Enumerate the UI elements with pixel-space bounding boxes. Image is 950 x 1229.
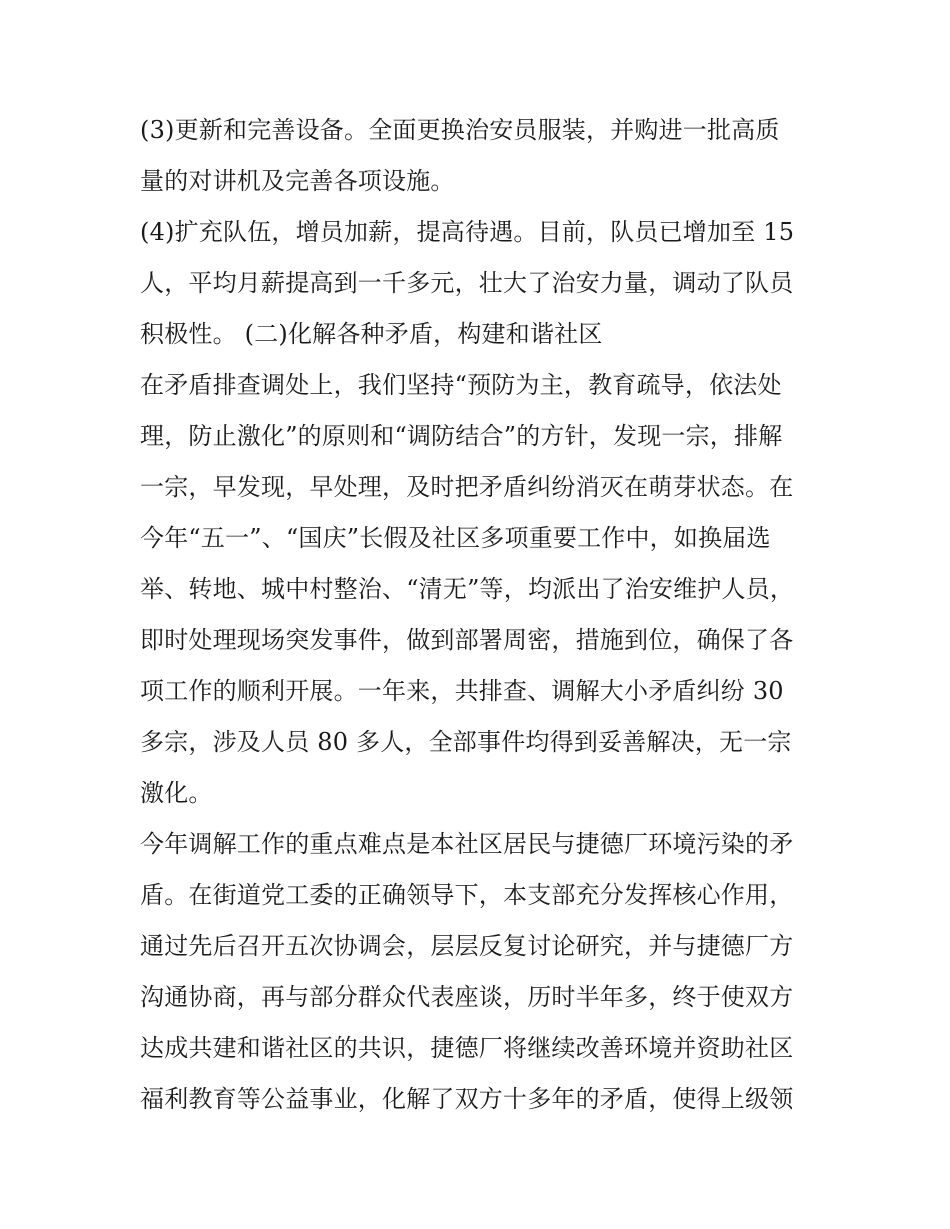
text-line: 量的对讲机及完善各项设施。 [140,167,455,195]
text-line: 项工作的顺利开展。一年来，共排查、调解大小矛盾纠纷 30 [140,677,784,705]
text-line: (3)更新和完善设备。全面更换治安员服装，并购进一批高质 [140,116,780,144]
text-line: 福利教育等公益事业，化解了双方十多年的矛盾，使得上级领 [140,1085,794,1113]
text-line: 激化。 [140,779,213,807]
text-line: 一宗，早发现，早处理，及时把矛盾纠纷消灭在萌芽状态。在 [140,473,794,501]
text-line: 通过先后召开五次协调会，层层反复讨论研究，并与捷德厂方 [140,932,794,960]
text-line: (4)扩充队伍，增员加薪，提高待遇。目前，队员已增加至 15 [140,218,795,246]
text-line: 理，防止激化”的原则和“调防结合”的方针，发现一宗，排解 [140,422,783,450]
text-line: 在矛盾排查调处上，我们坚持“预防为主，教育疏导，依法处 [140,371,782,399]
text-line: 人，平均月薪提高到一千多元，壮大了治安力量，调动了队员 [140,269,794,297]
text-line: 盾。在街道党工委的正确领导下，本支部充分发挥核心作用， [140,881,794,909]
text-line: 多宗，涉及人员 80 多人，全部事件均得到妥善解决，无一宗 [140,728,792,756]
text-line: 举、转地、城中村整治、“清无”等，均派出了治安维护人员， [140,575,795,603]
text-line: 即时处理现场突发事件，做到部署周密，措施到位，确保了各 [140,626,794,654]
text-line: 沟通协商，再与部分群众代表座谈，历时半年多，终于使双方 [140,983,794,1011]
text-line: 今年“五一”、“国庆”长假及社区多项重要工作中，如换届选 [140,524,771,552]
text-line: 达成共建和谐社区的共识，捷德厂将继续改善环境并资助社区 [140,1034,794,1062]
text-line: 今年调解工作的重点难点是本社区居民与捷德厂环境污染的矛 [140,830,794,858]
text-line: 积极性。 (二)化解各种矛盾，构建和谐社区 [140,320,603,348]
